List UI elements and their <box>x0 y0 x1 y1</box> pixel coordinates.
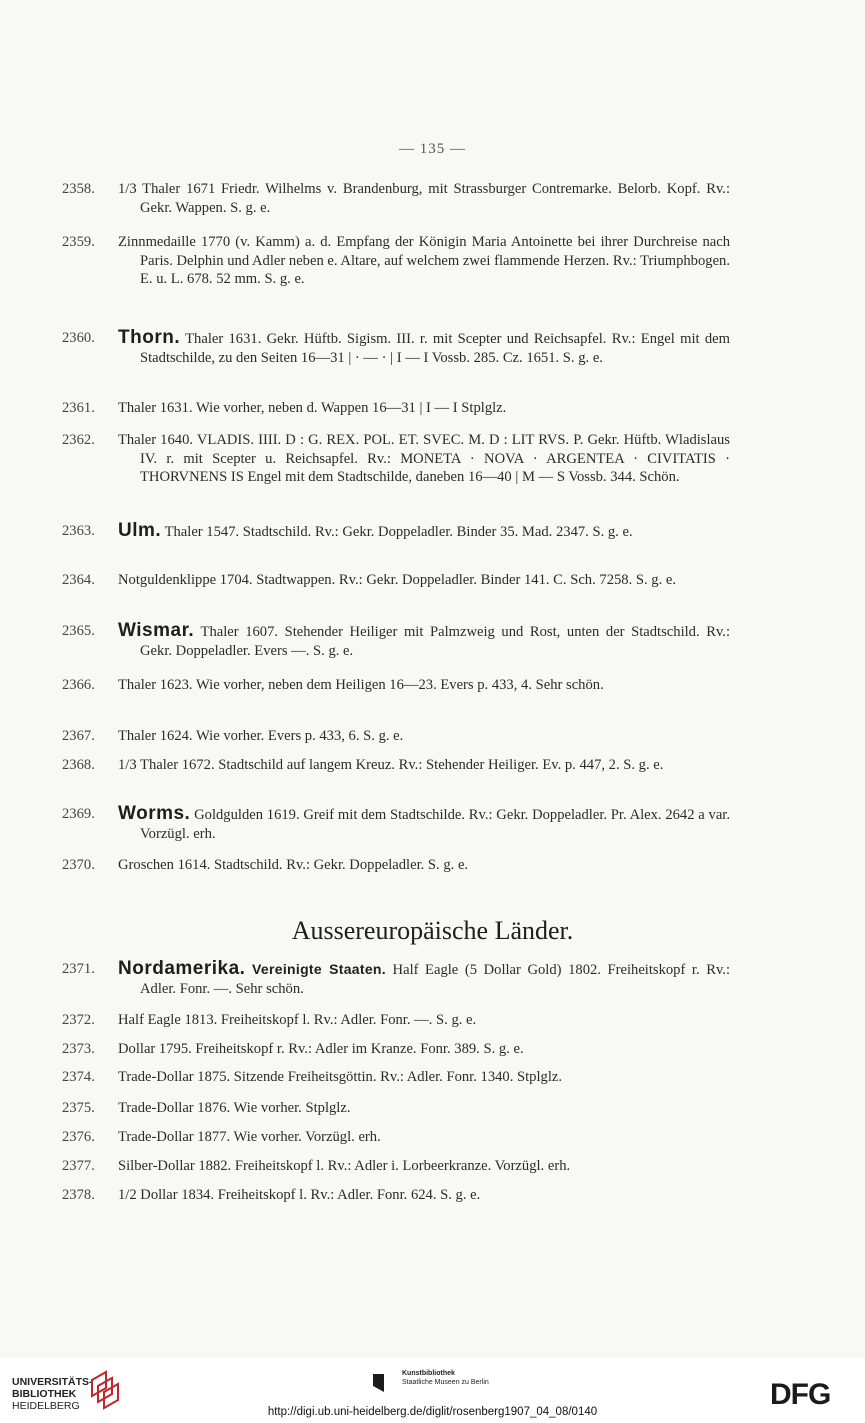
catalog-entry <box>62 1186 730 1205</box>
entry-text: Trade-Dollar 1876. Wie vorher. Stplglz. <box>118 1100 351 1116</box>
entry-number: 2364. <box>62 572 95 588</box>
entry-text: Goldgulden 1619. Greif mit dem Stadtschilde. Rv.: Gekr. Doppeladler. Pr. Alex. 2642 a var. Vorzügl. erh. <box>140 807 730 842</box>
entry-text: Thaler 1631. Gekr. Hüftb. Sigism. III. r. mit Scepter und Reichsapfel. Rv.: Engel mit dem Stadtschilde, zu den Seiten 16—31 | · — · | I — I Vossb. 285. Cz. 1651. S. g. e. <box>140 331 730 366</box>
kb-line-1: Kunstbibliothek <box>402 1370 455 1377</box>
catalog-entry <box>62 676 730 695</box>
section-heading: Aussereuropäische Länder. <box>291 916 574 945</box>
catalog-entry <box>62 1011 730 1030</box>
entry-text: Thaler 1631. Wie vorher, neben d. Wappen 16—31 | I — I Stplglz. <box>118 400 507 416</box>
ub-line-2: BIBLIOTHEK <box>12 1388 77 1400</box>
city-heading: Thorn. <box>118 327 181 348</box>
entry-number: 2373. <box>62 1041 95 1057</box>
city-heading: Ulm. <box>118 520 162 541</box>
entry-number: 2371. <box>62 961 95 977</box>
entry-number: 2361. <box>62 400 95 416</box>
catalog-entry <box>62 399 730 418</box>
entry-number: 2372. <box>62 1012 95 1028</box>
entry-number: 2366. <box>62 677 95 693</box>
entry-text: Trade-Dollar 1877. Wie vorher. Vorzügl. erh. <box>118 1129 381 1145</box>
catalog-entry <box>62 1099 730 1118</box>
kunstbibliothek-logo-icon[interactable] <box>370 1372 390 1394</box>
entry-text: 1/3 Thaler 1671 Friedr. Wilhelms v. Brandenburg, mit Strassburger Contremarke. Belorb. Kopf. Rv.: Gekr. Wappen. S. g. e. <box>118 181 730 216</box>
kunstbibliothek-wordmark <box>402 1369 489 1387</box>
entry-text: 1/3 Thaler 1672. Stadtschild auf langem Kreuz. Rv.: Stehender Heiliger. Ev. p. 447, 2. S. g. e. <box>118 757 664 773</box>
catalog-entry <box>62 960 730 998</box>
city-heading: Worms. <box>118 803 191 824</box>
catalog-entry <box>62 856 730 875</box>
entry-text: Half Eagle 1813. Freiheitskopf l. Rv.: Adler. Fonr. —. S. g. e. <box>118 1012 477 1028</box>
entry-number: 2362. <box>62 432 95 448</box>
catalog-entry <box>62 180 730 217</box>
entry-number: 2360. <box>62 330 95 346</box>
entry-number: 2368. <box>62 757 95 773</box>
catalog-entry <box>62 756 730 775</box>
catalog-entry <box>62 727 730 746</box>
catalog-entry <box>62 233 730 289</box>
catalog-entry <box>62 1040 730 1059</box>
city-heading: Wismar. <box>118 620 195 641</box>
ub-line-3: HEIDELBERG <box>12 1400 80 1412</box>
ub-logo-icon[interactable] <box>88 1366 122 1410</box>
entry-number: 2374. <box>62 1069 95 1085</box>
entry-text: Silber-Dollar 1882. Freiheitskopf l. Rv.: Adler i. Lorbeerkranze. Vorzügl. erh. <box>118 1158 571 1174</box>
entry-text: Thaler 1640. VLADIS. IIII. D : G. REX. POL. ET. SVEC. M. D : LIT RVS. P. Gekr. Hüftb. Wladislaus IV. r. mit Scepter u. Reichsapfel. Rv.: MONETA · NOVA · ARGENTEA · CIVITATIS · THORVNENS IS Engel mit dem Stadtschilde, daneben 16—40 | M — S Vossb. 344. Schön. <box>118 432 730 485</box>
entry-text: Zinnmedaille 1770 (v. Kamm) a. d. Empfang der Königin Maria Antoinette bei ihrer Durchreise nach Paris. Delphin und Adler neben e. Altare, auf welchem zwei flammende Herzen. Rv.: Triumphbogen. E. u. L. 678. 52 mm. S. g. e. <box>118 234 730 287</box>
catalog-entry <box>62 1157 730 1176</box>
entry-text: Half Eagle (5 Dollar Gold) 1802. Freiheitskopf r. Rv.: Adler. Fonr. —. Sehr schön. <box>140 962 730 997</box>
entry-number: 2377. <box>62 1158 95 1174</box>
entry-text: Thaler 1624. Wie vorher. Evers p. 433, 6. S. g. e. <box>118 728 404 744</box>
entry-number: 2359. <box>62 234 95 250</box>
kb-line-2: Staatliche Museen zu Berlin <box>402 1379 489 1386</box>
entry-text: 1/2 Dollar 1834. Freiheitskopf l. Rv.: Adler. Fonr. 624. S. g. e. <box>118 1187 481 1203</box>
footer-bar <box>0 1358 865 1423</box>
entry-text: Groschen 1614. Stadtschild. Rv.: Gekr. Doppeladler. S. g. e. <box>118 857 469 873</box>
catalog-entry <box>62 1128 730 1147</box>
entry-number: 2369. <box>62 806 95 822</box>
entry-text: Trade-Dollar 1875. Sitzende Freiheitsgöttin. Rv.: Adler. Fonr. 1340. Stplglz. <box>118 1069 563 1085</box>
catalog-entry <box>62 1068 730 1087</box>
ub-line-1: UNIVERSITÄTS- <box>12 1376 93 1388</box>
entry-number: 2365. <box>62 623 95 639</box>
catalog-entry <box>62 622 730 660</box>
catalog-entry <box>62 522 730 542</box>
page-number: — 135 — <box>399 141 466 157</box>
entry-number: 2375. <box>62 1100 95 1116</box>
subheading: Vereinigte Staaten. <box>252 961 386 977</box>
catalog-entry <box>62 571 730 590</box>
entry-number: 2370. <box>62 857 95 873</box>
dfg-logo[interactable]: DFG <box>770 1378 831 1411</box>
entry-number: 2367. <box>62 728 95 744</box>
catalog-entry <box>62 431 730 487</box>
catalog-entry <box>62 805 730 843</box>
entry-number: 2376. <box>62 1129 95 1145</box>
entry-number: 2358. <box>62 181 95 197</box>
country-heading: Nordamerika. <box>118 958 246 979</box>
entry-text: Thaler 1607. Stehender Heiliger mit Palmzweig und Rost, unten der Stadtschild. Rv.: Gekr. Doppeladler. Evers —. S. g. e. <box>140 624 730 659</box>
entry-text: Dollar 1795. Freiheitskopf r. Rv.: Adler im Kranze. Fonr. 389. S. g. e. <box>118 1041 524 1057</box>
entry-text: Notguldenklippe 1704. Stadtwappen. Rv.: Gekr. Doppeladler. Binder 141. C. Sch. 7258. S. g. e. <box>118 572 677 588</box>
entry-text: Thaler 1623. Wie vorher, neben dem Heiligen 16—23. Evers p. 433, 4. Sehr schön. <box>118 677 604 693</box>
entry-text: Thaler 1547. Stadtschild. Rv.: Gekr. Doppeladler. Binder 35. Mad. 2347. S. g. e. <box>164 524 633 540</box>
permalink-url[interactable]: http://digi.ub.uni-heidelberg.de/diglit/rosenberg1907_04_08/0140 <box>267 1406 598 1418</box>
catalog-entry <box>62 329 730 367</box>
entry-number: 2378. <box>62 1187 95 1203</box>
entry-number: 2363. <box>62 523 95 539</box>
